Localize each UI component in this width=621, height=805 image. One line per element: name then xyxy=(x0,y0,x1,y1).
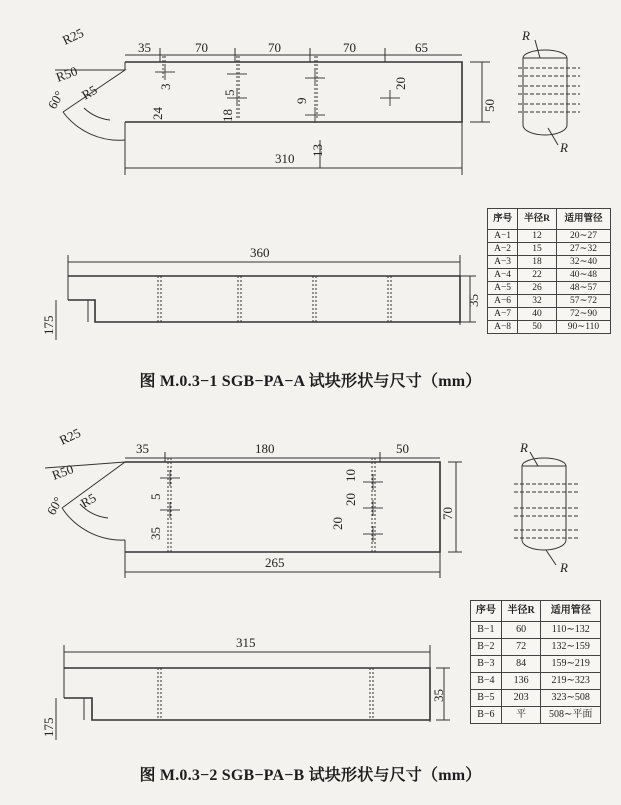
table-cell: 84 xyxy=(501,656,541,673)
dim-35: 35 xyxy=(136,441,149,456)
dim-50: 50 xyxy=(396,441,409,456)
table-cell: A−5 xyxy=(488,282,518,295)
table-row xyxy=(471,622,601,639)
table-header: 适用管径 xyxy=(556,209,610,230)
top-view-b xyxy=(45,452,462,578)
table-cell: A−3 xyxy=(488,256,518,269)
table-cell: B−1 xyxy=(471,622,502,639)
dim-175: 175 xyxy=(41,315,56,335)
table-header-row xyxy=(488,209,611,230)
table-cell: 48∼57 xyxy=(556,282,610,295)
table-header-row xyxy=(471,601,601,622)
dim-angle: 60° xyxy=(44,88,67,112)
dim-20b: 20 xyxy=(330,517,345,530)
dim-10: 10 xyxy=(343,469,358,482)
table-cell: 72 xyxy=(501,639,541,656)
table-cell: 72∼90 xyxy=(556,308,610,321)
dim-360: 360 xyxy=(250,245,270,260)
radius-table-b xyxy=(470,600,601,724)
table-cell: 18 xyxy=(518,256,557,269)
table-cell: 20∼27 xyxy=(556,230,610,243)
table-cell: 90∼110 xyxy=(556,321,610,334)
table-cell: B−5 xyxy=(471,690,502,707)
table-row xyxy=(471,690,601,707)
table-row xyxy=(488,243,611,256)
table-cell: 22 xyxy=(518,269,557,282)
table-cell: 50 xyxy=(518,321,557,334)
figure-sgb-pa-a xyxy=(0,0,621,395)
dim-20: 20 xyxy=(393,77,408,90)
detail-r-bottom: R xyxy=(560,560,568,575)
table-cell: 15 xyxy=(518,243,557,256)
dim-angle: 60° xyxy=(43,494,66,518)
table-cell: B−4 xyxy=(471,673,502,690)
dim-r50: R50 xyxy=(49,461,76,483)
dim-50: 50 xyxy=(482,99,497,112)
figure-caption-a: 图 M.0.3−1 SGB−PA−A 试块形状与尺寸（mm） xyxy=(139,373,482,390)
dim-180: 180 xyxy=(255,441,275,456)
table-header: 半径R xyxy=(518,209,557,230)
dim-35-side: 35 xyxy=(431,689,446,702)
dim-r25: R25 xyxy=(56,424,83,448)
dim-r25: R25 xyxy=(59,24,86,48)
table-cell: 12 xyxy=(518,230,557,243)
table-cell: 110∼132 xyxy=(541,622,601,639)
table-cell: A−1 xyxy=(488,230,518,243)
table-cell: 40 xyxy=(518,308,557,321)
detail-r-bottom: R xyxy=(560,140,568,155)
table-cell: A−4 xyxy=(488,269,518,282)
table-cell: A−8 xyxy=(488,321,518,334)
dim-13: 13 xyxy=(310,144,325,157)
table-row xyxy=(488,321,611,334)
dim-175: 175 xyxy=(41,717,56,737)
dim-70b: 70 xyxy=(268,40,281,55)
table-row xyxy=(471,707,601,724)
dim-5: 5 xyxy=(148,493,163,500)
table-header: 适用管径 xyxy=(541,601,601,622)
table-cell: 32 xyxy=(518,295,557,308)
dim-5: 5 xyxy=(222,89,237,96)
table-cell: 26 xyxy=(518,282,557,295)
dim-r5: R5 xyxy=(79,82,100,103)
dim-35-vert: 35 xyxy=(148,527,163,540)
table-cell: B−3 xyxy=(471,656,502,673)
table-cell: 57∼72 xyxy=(556,295,610,308)
dim-r5: R5 xyxy=(78,490,99,511)
table-row xyxy=(471,639,601,656)
figure-sgb-pa-b xyxy=(0,400,621,800)
dim-24: 24 xyxy=(150,107,165,120)
table-row xyxy=(488,230,611,243)
table-cell: 508∼平面 xyxy=(541,707,601,724)
dim-9: 9 xyxy=(294,97,309,104)
top-view-a xyxy=(55,48,490,175)
table-cell: A−7 xyxy=(488,308,518,321)
table-row xyxy=(488,308,611,321)
table-row xyxy=(488,295,611,308)
dim-315: 315 xyxy=(236,635,256,650)
side-view-a xyxy=(56,255,476,340)
pipe-detail-b xyxy=(514,452,580,565)
table-cell: A−6 xyxy=(488,295,518,308)
dim-70c: 70 xyxy=(343,40,356,55)
dim-3: 3 xyxy=(158,83,173,90)
table-row xyxy=(488,256,611,269)
table-cell: 219∼323 xyxy=(541,673,601,690)
radius-table-a xyxy=(487,208,611,334)
table-header: 半径R xyxy=(501,601,541,622)
table-cell: A−2 xyxy=(488,243,518,256)
table-cell: B−2 xyxy=(471,639,502,656)
table-cell: B−6 xyxy=(471,707,502,724)
dim-20a: 20 xyxy=(343,493,358,506)
table-row xyxy=(488,282,611,295)
table-cell: 27∼32 xyxy=(556,243,610,256)
table-cell: 159∼219 xyxy=(541,656,601,673)
dim-r50: R50 xyxy=(53,63,80,85)
dim-70a: 70 xyxy=(195,40,208,55)
dim-310: 310 xyxy=(275,151,295,166)
table-header: 序号 xyxy=(471,601,502,622)
table-row xyxy=(488,269,611,282)
table-header: 序号 xyxy=(488,209,518,230)
table-cell: 32∼40 xyxy=(556,256,610,269)
side-view-b xyxy=(56,645,450,740)
dim-65: 65 xyxy=(415,40,428,55)
table-cell: 323∼508 xyxy=(541,690,601,707)
table-cell: 136 xyxy=(501,673,541,690)
drawing-a xyxy=(0,0,621,395)
dim-35: 35 xyxy=(138,40,151,55)
table-cell: 平 xyxy=(501,707,541,724)
table-cell: 60 xyxy=(501,622,541,639)
table-cell: 203 xyxy=(501,690,541,707)
table-cell: 40∼48 xyxy=(556,269,610,282)
table-cell: 132∼159 xyxy=(541,639,601,656)
dim-265: 265 xyxy=(265,555,285,570)
dim-35-side: 35 xyxy=(466,294,481,307)
figure-caption-b: 图 M.0.3−2 SGB−PA−B 试块形状与尺寸（mm） xyxy=(139,767,482,784)
table-row xyxy=(471,673,601,690)
dim-18: 18 xyxy=(220,109,235,122)
detail-r-top: R xyxy=(520,440,528,455)
pipe-detail-a xyxy=(518,40,580,145)
detail-r-top: R xyxy=(522,28,530,43)
table-row xyxy=(471,656,601,673)
dim-70: 70 xyxy=(440,507,455,520)
